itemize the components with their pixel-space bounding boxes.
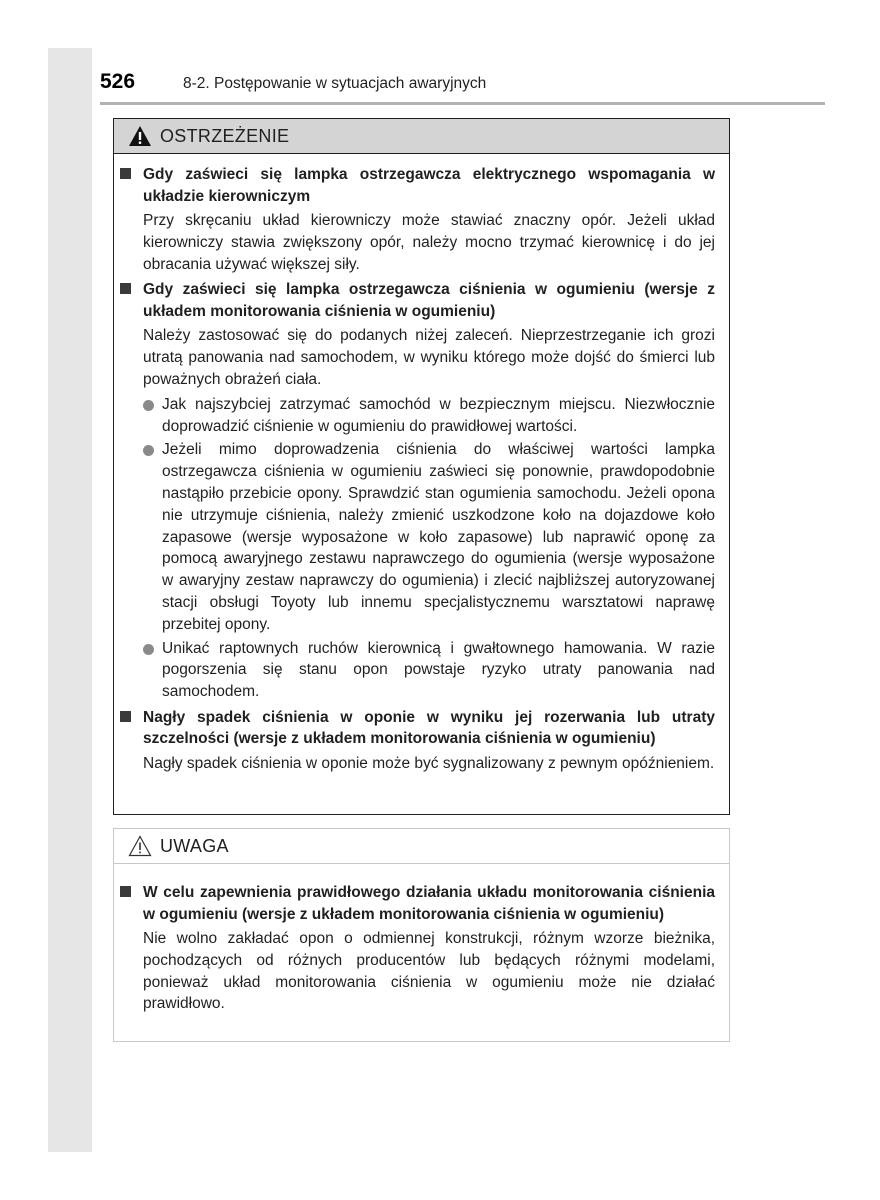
side-bar (48, 48, 92, 1152)
item-heading: Gdy zaświeci się lampka ostrzegawcza elektrycznego wspomagania w układzie kierowniczym (143, 166, 715, 205)
list-item (143, 439, 715, 635)
notice-title: UWAGA (160, 836, 229, 856)
warning-header (114, 119, 729, 154)
warning-triangle-filled-icon (128, 125, 152, 147)
item-paragraph: Nagły spadek ciśnienia w oponie może być sygnalizowany z pewnym opóźnieniem. (143, 754, 715, 772)
page-header (100, 70, 825, 105)
item-heading: Nagły spadek ciśnienia w oponie w wyniku jej rozerwania lub utraty szczelności (wersje z układem monitorowania ciśnienia w ogumieniu) (143, 708, 715, 748)
warning-item-eps (120, 164, 715, 275)
item-paragraph: Nie wolno zakładać opon o odmiennej konstrukcji, różnym wzorze bieżnika, pochodzących od różnych producentów lub będących różnymi modelami, ponieważ układ monitorowania ciśnienia w ogumieniu może nie działać prawidłowo. (143, 930, 715, 1013)
item-heading: W celu zapewnienia prawidłowego działania układu monitorowania ciśnienia w ogumieniu (wersje z układem monitorowania ciśnienia w ogumieniu) (143, 884, 715, 923)
warning-item-tpms-light (120, 279, 715, 703)
notice-item (120, 882, 715, 1015)
bullet-text: Unikać raptownych ruchów kierownicą i gwałtownego hamowania. W razie pogorszenia się stanu opon powstaje ryzyko utraty panowania nad samochodem. (162, 639, 715, 701)
list-item (143, 394, 715, 438)
section-title: 8-2. Postępowanie w sytuacjach awaryjnych (183, 75, 487, 92)
item-paragraph: Przy skręcaniu układ kierowniczy może stawiać znaczny opór. Jeżeli układ kierowniczy stawia zwiększony opór, należy mocno trzymać kierownicę i do jej obracania używać większej siły. (143, 212, 715, 273)
warning-title: OSTRZEŻENIE (160, 126, 290, 146)
notice-header (114, 829, 729, 864)
warning-item-pressure-drop (120, 707, 715, 775)
square-bullet-icon (120, 886, 131, 897)
square-bullet-icon (120, 168, 131, 179)
list-item (143, 638, 715, 703)
circle-bullet-icon (143, 445, 154, 456)
square-bullet-icon (120, 283, 131, 294)
square-bullet-icon (120, 711, 131, 722)
item-paragraph: Należy zastosować się do podanych niżej zaleceń. Nieprzestrzeganie ich grozi utratą panowania nad samochodem, w wyniku którego może dojść do śmierci lub poważnych obrażeń ciała. (143, 327, 715, 388)
warning-triangle-outline-icon (128, 835, 152, 857)
page-number: 526 (100, 70, 136, 93)
bullet-text: Jak najszybciej zatrzymać samochód w bezpiecznym miejscu. Niezwłocznie doprowadzić ciśnienie w ogumieniu do prawidłowej wartości. (162, 395, 715, 435)
circle-bullet-icon (143, 644, 154, 655)
circle-bullet-icon (143, 400, 154, 411)
bullet-text: Jeżeli mimo doprowadzenia ciśnienia do właściwej wartości lampka ostrzegawcza ciśnienia w ogumieniu zaświeci się ponownie, prawdopodobnie nastąpiło przebicie opony. Sprawdzić stan ogumienia samochodu. Jeżeli opona nie utrzymuje ciśnienia, należy zmienić uszkodzone koło na dojazdowe koło zapasowe (wersje wyposażone w koło zapasowe) lub naprawić oponę za pomocą awaryjnego zestawu naprawczego do ogumienia (wersje wyposażone w awaryjny zestaw naprawczy do ogumienia) i zlecić najbliższej autoryzowanej stacji obsługi Toyoty lub innemu specjalistycznemu warsztatowi naprawę przebitej opony. (162, 441, 715, 633)
notice-box (113, 828, 730, 1042)
item-heading: Gdy zaświeci się lampka ostrzegawcza ciśnienia w ogumieniu (wersje z układem monitorowania ciśnienia w ogumieniu) (143, 281, 715, 320)
warning-body (114, 154, 729, 775)
bullet-list (143, 394, 715, 703)
notice-body (114, 864, 729, 1015)
warning-box (113, 118, 730, 815)
